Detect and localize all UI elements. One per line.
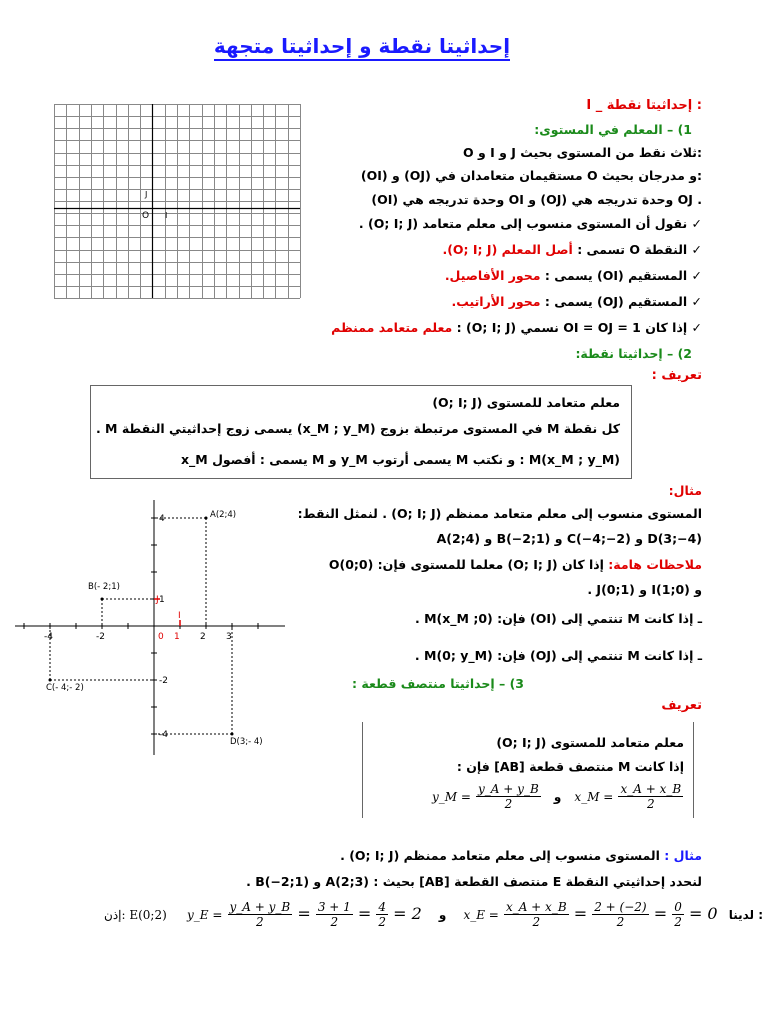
text-line: (OI) و (OJ) مستقيمان متعامدان في O و مدرجان بحيث: <box>360 168 702 183</box>
subsection-2: 2) – إحداثيتا نقطة: <box>575 346 692 361</box>
example-label: مثال: <box>668 483 702 498</box>
definition-line: (O; I; J) معلم متعامد للمستوى <box>432 395 620 410</box>
bullet-line: ✓ المستقيم (OJ) يسمى : محور الأراتيب. <box>451 294 702 309</box>
data-point <box>205 517 208 520</box>
y-tick-label: 1 <box>159 595 165 605</box>
grid-label-o: O <box>142 211 150 221</box>
x-tick-label: 1 <box>174 632 180 642</box>
data-point <box>231 733 234 736</box>
example-line: لنحدد إحداثيتي النقطة E منتصف القطعة [AB] بحيث : A(2;3) و B(−2;1) . <box>246 874 702 889</box>
grid-label-i: I <box>165 211 168 220</box>
x-tick-label: 2 <box>200 632 206 642</box>
definition-line: x_M يسمى : أفصول M و y_M يسمى أرتوب M و نكتب : M(x_M ; y_M) <box>180 452 620 467</box>
notes-line: ـ إذا كانت M تنتمي إلى (OJ) فإن: M(0; y_M) . <box>414 648 702 663</box>
definition-label: تعريف : <box>651 368 702 383</box>
example-line: المستوى منسوب إلى معلم متعامد ممنظم (O; I; J) . لنمثل النقط: <box>297 506 702 521</box>
x-tick-label: -2 <box>96 632 105 642</box>
subsection-1: 1) – المعلم في المستوى: <box>534 122 692 137</box>
definition-right-border <box>693 722 694 818</box>
point-label: A(2;4) <box>210 510 237 520</box>
definition-label: تعريف <box>661 698 702 713</box>
unit-i-label: I <box>178 611 181 621</box>
grid-label-j: J <box>145 190 148 199</box>
notes-line: و I(1;0) و J(0;1) . <box>587 582 702 597</box>
example-line: مثال : المستوى منسوب إلى معلم متعامد ممنظم (O; I; J) . <box>340 848 702 863</box>
notes-line: ـ إذا كانت M تنتمي إلى (OI) فإن: M(x_M ;0) . <box>414 611 702 626</box>
definition-left-border <box>362 722 363 818</box>
text-line: (OI) وحدة تدريجه هي OI و (OJ) وحدة تدريجه هي OJ . <box>371 192 702 207</box>
text-line: O و I و J ثلاث نقط من المستوى بحيث: <box>463 145 702 160</box>
x-tick-label: -4 <box>44 632 53 642</box>
data-point <box>49 679 52 682</box>
x-tick-label: 3 <box>226 632 232 642</box>
point-label: B(- 2;1) <box>88 582 120 592</box>
definition-line: إذا كانت M منتصف قطعة [AB] فإن : <box>456 759 684 774</box>
section-heading: I _ إحداثيتا نقطة : <box>586 98 702 113</box>
y-tick-label: -2 <box>159 676 168 686</box>
grid-figure <box>54 104 300 298</box>
bullet-line: ✓ النقطة O تسمى : أصل المعلم (O; I; J). <box>442 242 702 257</box>
bullet-line: ✓ المستقيم (OI) يسمى : محور الأفاصيل. <box>444 268 702 283</box>
point-label: C(- 4;- 2) <box>46 683 84 693</box>
definition-line: كل نقطة M في المستوى مرتبطة بزوج (x_M ; y_M) يسمى زوج إحداثيتي النقطة M . <box>95 421 620 436</box>
grid-lines <box>54 104 301 299</box>
bullet-line: ✓ إذا كان OI = OJ = 1 نسمي (O; I; J) : معلم متعامد ممنظم <box>331 320 702 335</box>
point-label: D(3;- 4) <box>230 737 263 747</box>
coordinate-plot <box>10 495 290 760</box>
y-tick-label: 4 <box>159 514 165 524</box>
example-line: A(2;4) و B(−2;1) و C(−4;−2) و D(3;−4) <box>436 531 702 546</box>
bullet-line: ✓ نقول أن المستوى منسوب إلى معلم متعامد (O; I; J) . <box>358 216 702 231</box>
x-tick-label: 0 <box>158 632 164 642</box>
unit-j-label: J <box>156 595 159 605</box>
notes-line: ملاحظات هامة: إذا كان (O; I; J) معلما للمستوى فإن: O(0;0) <box>328 557 702 572</box>
y-tick-label: -4 <box>159 730 168 740</box>
definition-line: (O; I; J) معلم متعامد للمستوى <box>496 735 684 750</box>
example-computation: إذن: E(0;2) y_E = $\frac{y\_A + y\_B}{2}$ = $\frac{3 + 1}{2}$ = $\frac{4}{2}$ = 2 و x_E = $\frac{x\_A + x\_B}{2}$ = $\frac{2 + (-2)}{2}$ = $\frac{0}{2}$ = 0 لدينا : <box>104 900 763 929</box>
subsection-3: 3) – إحداثيتا منتصف قطعة : <box>352 676 524 691</box>
data-point <box>101 598 104 601</box>
midpoint-formula: y_M = $\frac{y\_A + y\_B}{2}$ و x_M = $\frac{x\_A + x\_B}{2}$ <box>432 782 682 811</box>
page-title: إحداثيتا نقطة و إحداثيتا متجهة <box>0 34 724 58</box>
